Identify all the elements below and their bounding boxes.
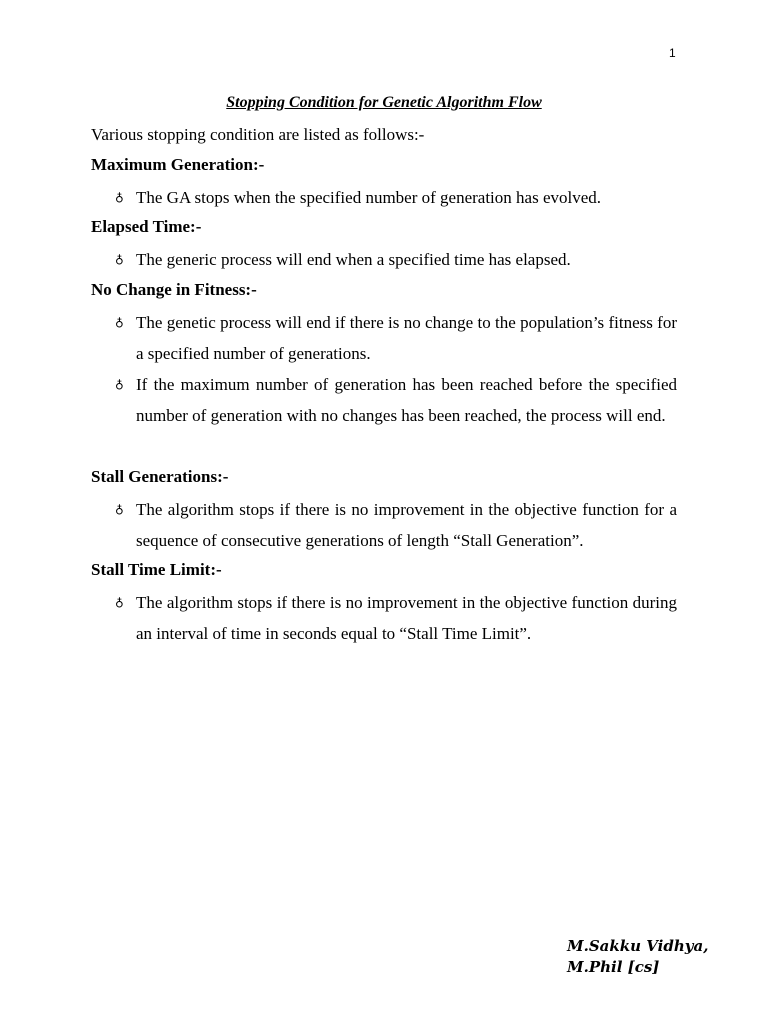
bullet-text: If the maximum number of generation has been reached before the specified number of generation with no changes has been reached, the process will end. [136,375,677,425]
bullet-text: The generic process will end when a specified time has elapsed. [136,250,571,269]
section-heading-elapsed-time: Elapsed Time:- [91,217,202,236]
bullet-icon: ♁ [115,377,124,391]
section-heading-stall-generations: Stall Generations:- [91,467,229,486]
bullet-icon: ♁ [115,252,124,266]
bullet-icon: ♁ [115,502,124,516]
bullet-text: The genetic process will end if there is no change to the population’s fitness for a specified number of generations. [136,313,677,363]
intro-text: Various stopping condition are listed as follows:- [91,125,425,144]
page-number: 1 [669,46,676,60]
document-title: Stopping Condition for Genetic Algorithm Flow [226,94,542,111]
bullet-icon: ♁ [115,190,124,204]
bullet-text: The algorithm stops if there is no improvement in the objective function for a sequence of consecutive generations of length “Stall Generation”. [136,500,677,550]
bullet-icon: ♁ [115,595,124,609]
section-heading-stall-time-limit: Stall Time Limit:- [91,560,222,579]
author-degree: M.Phil [cs] [567,958,660,976]
bullet-text: The algorithm stops if there is no improvement in the objective function during an interval of time in seconds equal to “Stall Time Limit”. [136,593,677,643]
author-name: M.Sakku Vidhya, [567,937,709,955]
section-heading-maximum-generation: Maximum Generation:- [91,155,265,174]
bullet-icon: ♁ [115,315,124,329]
section-heading-no-change-in-fitness: No Change in Fitness:- [91,280,257,299]
bullet-text: The GA stops when the specified number of generation has evolved. [136,188,602,207]
author-signature [567,936,708,978]
